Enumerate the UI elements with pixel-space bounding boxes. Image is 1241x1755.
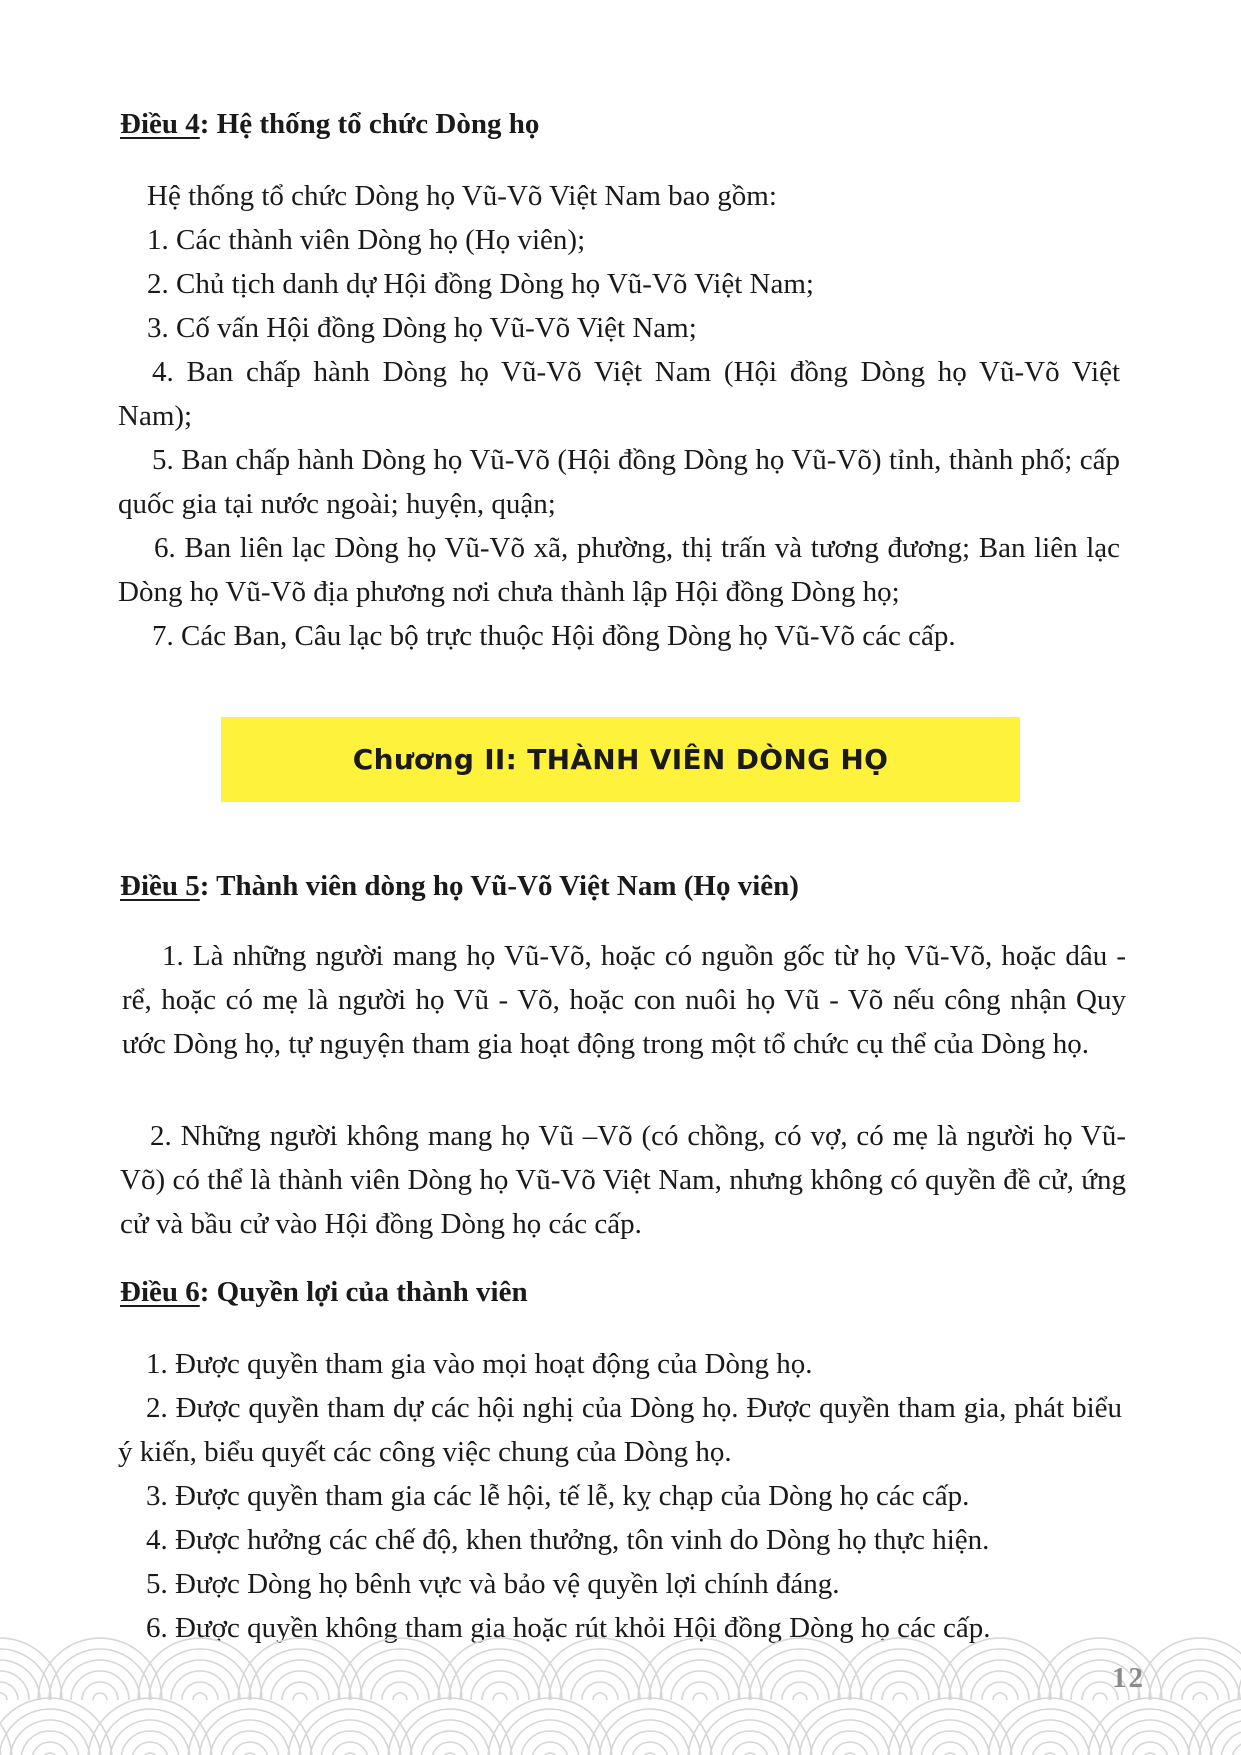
wave-arc: [1221, 1731, 1241, 1755]
wave-arc: [1210, 1720, 1241, 1755]
wave-arc: [1149, 1649, 1241, 1700]
wave-arc: [182, 1682, 218, 1700]
wave-arc: [1121, 1731, 1179, 1755]
wave-arc: [321, 1731, 379, 1755]
chapter-banner: [221, 717, 1020, 802]
wave-arc: [0, 1682, 18, 1700]
wave-arc: [599, 1709, 701, 1755]
wave-arc: [588, 1698, 712, 1755]
article-5-item-2: 2. Những người không mang họ Vũ –Võ (có chồng, có vợ, có mẹ là người họ Vũ-Võ) có thể là thành viên Dòng họ Vũ-Võ Việt Nam, nhưng không có quyền đề cử, ứng cử và bầu cử vào Hội đồng Dòng họ các cấp.: [120, 1120, 1126, 1240]
wave-arc: [1093, 1693, 1107, 1700]
article-4-item-4: 4. Ban chấp hành Dòng họ Vũ-Võ Việt Nam (Hội đồng Dòng họ Vũ-Võ Việt Nam);: [118, 356, 1120, 432]
article-6-item-1: 1. Được quyền tham gia vào mọi hoạt động của Dòng họ.: [146, 1348, 813, 1380]
wave-arc: [0, 1638, 62, 1700]
wave-arc: [288, 1698, 412, 1755]
wave-arc: [621, 1731, 679, 1755]
wave-arc: [138, 1638, 262, 1700]
wave-arc: [838, 1638, 962, 1700]
article-5-item-1: 1. Là những người mang họ Vũ-Võ, hoặc có nguồn gốc từ họ Vũ-Võ, hoặc dâu - rể, hoặc có mẹ là người họ Vũ - Võ, hoặc con nuôi họ Vũ - Võ nếu công nhận Quy ước Dòng họ, tự nguyện tham gia hoạt động trong một tổ chức cụ thể của Dòng họ.: [122, 940, 1126, 1060]
wave-arc: [682, 1682, 718, 1700]
wave-arc: [71, 1671, 129, 1700]
article-6-title: : Quyền lợi của thành viên: [199, 1276, 528, 1308]
chapter-title: Chương II: THÀNH VIÊN DÒNG HỌ: [352, 743, 889, 776]
wave-arc: [882, 1682, 918, 1700]
wave-arc: [38, 1638, 162, 1700]
wave-arc: [293, 1693, 307, 1700]
wave-arc: [721, 1731, 779, 1755]
wave-arc: [771, 1671, 829, 1700]
wave-arc: [1171, 1671, 1229, 1700]
wave-arc: [921, 1731, 979, 1755]
wave-arc: [893, 1693, 907, 1700]
article-6-item-3: 3. Được quyền tham gia các lễ hội, tế lễ, kỵ chạp của Dòng họ các cấp.: [146, 1480, 970, 1512]
wave-arc: [0, 1698, 112, 1755]
wave-arc: [421, 1731, 479, 1755]
wave-arc: [782, 1682, 818, 1700]
article-6-heading: [120, 1276, 528, 1309]
wave-arc: [0, 1693, 7, 1700]
wave-arc: [193, 1693, 207, 1700]
article-5-label: Điều 5: [120, 870, 200, 902]
wave-arc: [399, 1709, 501, 1755]
wave-arc: [988, 1698, 1112, 1755]
wave-arc: [593, 1693, 607, 1700]
wave-arc: [1021, 1731, 1079, 1755]
wave-arc: [382, 1682, 418, 1700]
wave-arc: [738, 1638, 862, 1700]
wave-arc: [0, 1671, 29, 1700]
wave-arc: [1188, 1698, 1241, 1755]
wave-arc: [638, 1638, 762, 1700]
wave-arc: [371, 1671, 429, 1700]
article-4-label: Điều 4: [120, 108, 200, 140]
wave-arc: [582, 1682, 618, 1700]
wave-arc: [499, 1709, 601, 1755]
article-6-item-6: 6. Được quyền không tham gia hoặc rút khỏi Hội đồng Dòng họ các cấp.: [146, 1612, 991, 1644]
wave-arc: [693, 1693, 707, 1700]
wave-arc: [1182, 1682, 1218, 1700]
page-number: 12: [1112, 1662, 1145, 1694]
wave-arc: [282, 1682, 318, 1700]
wave-arc: [338, 1638, 462, 1700]
wave-arc: [271, 1671, 329, 1700]
wave-arc: [393, 1693, 407, 1700]
wave-arc: [0, 1709, 101, 1755]
wave-arc: [1193, 1693, 1207, 1700]
wave-arc: [0, 1698, 12, 1755]
wave-arc: [793, 1693, 807, 1700]
wave-arc: [88, 1698, 212, 1755]
article-5-title: : Thành viên dòng họ Vũ-Võ Việt Nam (Họ viên): [199, 870, 799, 902]
wave-arc: [1088, 1698, 1212, 1755]
wave-arc: [699, 1709, 801, 1755]
wave-arc: [938, 1638, 1062, 1700]
wave-arc: [821, 1731, 879, 1755]
wave-arc: [21, 1731, 79, 1755]
wave-arc: [899, 1709, 1001, 1755]
wave-arc: [238, 1638, 362, 1700]
article-5-heading: [120, 870, 799, 903]
wave-arc: [982, 1682, 1018, 1700]
article-4-item-3: 3. Cố vấn Hội đồng Dòng họ Vũ-Võ Việt Nam;: [147, 312, 697, 344]
wave-arc: [971, 1671, 1029, 1700]
wave-arc: [388, 1698, 512, 1755]
wave-arc: [93, 1693, 107, 1700]
wave-arc: [538, 1638, 662, 1700]
wave-arc: [788, 1698, 912, 1755]
wave-arc: [871, 1671, 929, 1700]
wave-arc: [1099, 1709, 1201, 1755]
article-4-item-1: 1. Các thành viên Dòng họ (Họ viên);: [147, 224, 586, 256]
article-4-intro: Hệ thống tổ chức Dòng họ Vũ-Võ Việt Nam bao gồm:: [147, 180, 777, 212]
wave-arc: [688, 1698, 812, 1755]
article-6-label: Điều 6: [120, 1276, 200, 1308]
wave-arc: [993, 1693, 1007, 1700]
article-6-item-2: 2. Được quyền tham dự các hội nghị của Dòng họ. Được quyền tham gia, phát biểu ý kiến, biểu quyết các công việc chung của Dòng họ.: [118, 1392, 1122, 1468]
wave-arc: [571, 1671, 629, 1700]
wave-arc: [82, 1682, 118, 1700]
wave-arc: [99, 1709, 201, 1755]
wave-arc: [299, 1709, 401, 1755]
wave-arc: [121, 1731, 179, 1755]
article-4-item-7: 7. Các Ban, Câu lạc bộ trực thuộc Hội đồng Dòng họ Vũ-Võ các cấp.: [152, 620, 956, 652]
wave-arc: [171, 1671, 229, 1700]
wave-arc: [199, 1709, 301, 1755]
wave-arc: [888, 1698, 1012, 1755]
wave-arc: [438, 1638, 562, 1700]
wave-arc: [799, 1709, 901, 1755]
article-6-item-5: 5. Được Dòng họ bênh vực và bảo vệ quyền lợi chính đáng.: [146, 1568, 840, 1600]
article-4-item-2: 2. Chủ tịch danh dự Hội đồng Dòng họ Vũ-Võ Việt Nam;: [147, 268, 814, 300]
article-4-item-5: 5. Ban chấp hành Dòng họ Vũ-Võ (Hội đồng Dòng họ Vũ-Võ) tỉnh, thành phố; cấp quốc gia tại nước ngoài; huyện, quận;: [118, 444, 1120, 520]
article-4-title: : Hệ thống tổ chức Dòng họ: [199, 108, 540, 140]
wave-arc: [493, 1693, 507, 1700]
wave-arc: [488, 1698, 612, 1755]
wave-arc: [1232, 1742, 1241, 1755]
article-4-item-6: 6. Ban liên lạc Dòng họ Vũ-Võ xã, phường, thị trấn và tương đương; Ban liên lạc Dòng họ Vũ-Võ địa phương nơi chưa thành lập Hội đồng Dòng họ;: [118, 532, 1120, 608]
article-4-heading: [120, 108, 539, 141]
article-6-item-4: 4. Được hưởng các chế độ, khen thưởng, tôn vinh do Dòng họ thực hiện.: [146, 1524, 990, 1556]
wave-pattern-footer: [0, 1620, 1241, 1755]
wave-arc: [482, 1682, 518, 1700]
wave-arc: [471, 1671, 529, 1700]
wave-arc: [999, 1709, 1101, 1755]
wave-arc: [221, 1731, 279, 1755]
wave-arc: [521, 1731, 579, 1755]
wave-arc: [671, 1671, 729, 1700]
wave-arc: [188, 1698, 312, 1755]
